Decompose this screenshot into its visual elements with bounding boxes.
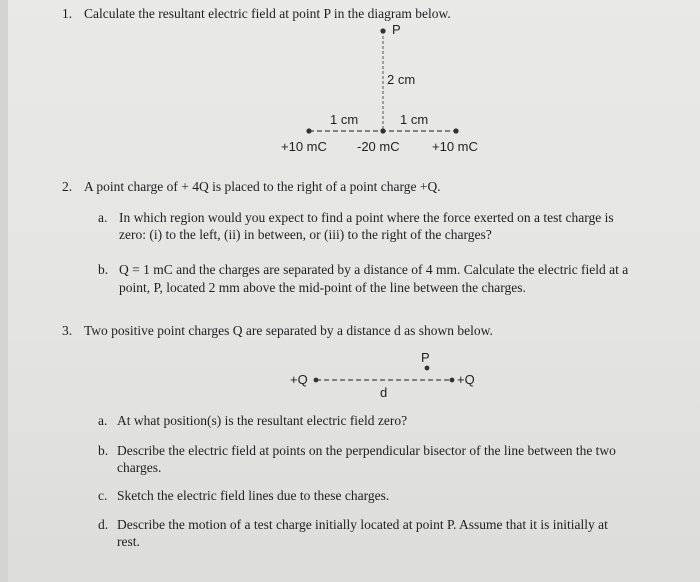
q2-number: 2. <box>62 179 73 194</box>
q3-distance-label: d <box>380 385 388 400</box>
q3d-label: d. <box>98 517 109 532</box>
q3-point-p-dot <box>425 366 430 371</box>
q3b-label: b. <box>98 443 109 458</box>
q3-point-label: P <box>421 350 430 365</box>
q2-text: A point charge of + 4Q is placed to the right of a point charge +Q. <box>84 179 441 194</box>
q3b-line2: charges. <box>117 460 162 475</box>
q1-left-distance: 1 cm <box>330 112 359 127</box>
q3-number: 3. <box>62 323 73 338</box>
q2b-line2: point, P, located 2 mm above the mid-point of the line between the charges. <box>119 280 526 295</box>
q3a-label: a. <box>98 413 108 428</box>
q1-right-distance: 1 cm <box>400 112 429 127</box>
q1-number: 1. <box>62 6 73 21</box>
q1-charge-left: +10 mC <box>281 139 327 154</box>
q1-charge-right: +10 mC <box>432 139 478 154</box>
q3-right-charge: +Q <box>457 372 475 387</box>
q3b-line1: Describe the electric field at points on the perpendicular bisector of the line between the two <box>117 443 616 458</box>
q3d-line2: rest. <box>117 534 140 549</box>
q3d-line1: Describe the motion of a test charge initially located at point P. Assume that it is initially at <box>117 517 608 532</box>
q3c-line1: Sketch the electric field lines due to these charges. <box>117 488 390 503</box>
q3-right-charge-dot <box>450 378 455 383</box>
q2a-label: a. <box>98 210 108 225</box>
q2a-line1: In which region would you expect to find a point where the force exerted on a test charge is <box>119 210 614 225</box>
q3-text: Two positive point charges Q are separated by a distance d as shown below. <box>84 323 493 338</box>
q1-text: Calculate the resultant electric field at point P in the diagram below. <box>84 6 451 21</box>
q1-charge-middle: -20 mC <box>357 139 400 154</box>
q3-left-charge-dot <box>314 378 319 383</box>
q3a-line1: At what position(s) is the resultant electric field zero? <box>117 413 408 428</box>
q2b-line1: Q = 1 mC and the charges are separated by a distance of 4 mm. Calculate the electric field at a <box>119 262 629 277</box>
q3-left-charge: +Q <box>290 372 308 387</box>
q1-point-label: P <box>392 22 401 37</box>
q1-vertical-distance: 2 cm <box>387 72 416 87</box>
q3c-label: c. <box>98 488 108 503</box>
q2a-line2: zero: (i) to the left, (ii) in between, or (iii) to the right of the charges? <box>119 227 492 242</box>
q2b-label: b. <box>98 262 109 277</box>
